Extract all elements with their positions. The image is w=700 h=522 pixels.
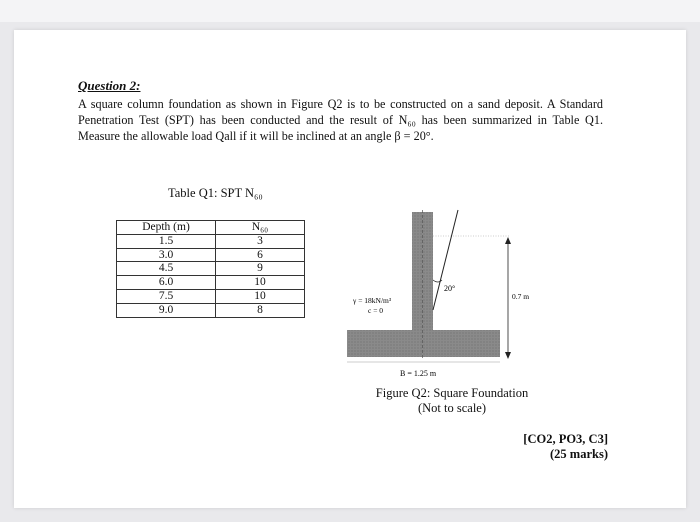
depth-cell: 9.0: [117, 303, 216, 317]
table-row: [117, 276, 305, 290]
width-label: B = 1.25 m: [400, 369, 437, 378]
figure-caption-title: Figure Q2: Square Foundation: [375, 386, 529, 400]
n60-cell: 8: [216, 303, 305, 317]
marks-block: [508, 432, 608, 462]
viewer-top-bar: [0, 0, 700, 22]
table-row: [117, 289, 305, 303]
dimension-arrow-up: [505, 237, 511, 244]
question-text: A square column foundation as shown in Figure Q2 is to be constructed on a sand deposit. A Standard Penetration Test (SPT) has been conducted and the result of N₆₀ has been summarized in Table Q1. Measure the allowable load Qall if it will be inclined at an angle β = 20°.: [78, 97, 603, 143]
table-caption: Table Q1: SPT N₆₀: [168, 186, 263, 200]
table-row: [117, 262, 305, 276]
foundation-figure: [330, 200, 550, 380]
inclined-load-line: [433, 210, 458, 310]
table-row: [117, 248, 305, 262]
question-title: Question 2:: [78, 78, 141, 93]
header-depth: Depth (m): [117, 221, 216, 235]
dimension-arrow-down: [505, 352, 511, 359]
table-header-row: [117, 221, 305, 235]
n60-cell: 3: [216, 234, 305, 248]
n60-cell: 9: [216, 262, 305, 276]
figure-caption: [362, 386, 542, 416]
footing-shape: [347, 330, 500, 357]
figure-caption-note: (Not to scale): [417, 401, 487, 415]
spt-table: [116, 220, 305, 318]
header-n60: N₆₀: [216, 221, 305, 235]
n60-cell: 10: [216, 276, 305, 290]
cohesion-label: c = 0: [368, 306, 384, 315]
depth-label: 0.7 m: [512, 292, 530, 301]
table-row: [117, 303, 305, 317]
depth-cell: 1.5: [117, 234, 216, 248]
depth-cell: 4.5: [117, 262, 216, 276]
depth-cell: 6.0: [117, 276, 216, 290]
marks-total: (25 marks): [550, 447, 608, 461]
depth-cell: 7.5: [117, 289, 216, 303]
n60-cell: 10: [216, 289, 305, 303]
angle-label: 20°: [444, 284, 456, 293]
gamma-label: γ = 18kN/m³: [353, 296, 392, 305]
table-row: [117, 234, 305, 248]
depth-cell: 3.0: [117, 248, 216, 262]
course-outcome-codes: [CO2, PO3, C3]: [523, 432, 608, 446]
n60-cell: 6: [216, 248, 305, 262]
